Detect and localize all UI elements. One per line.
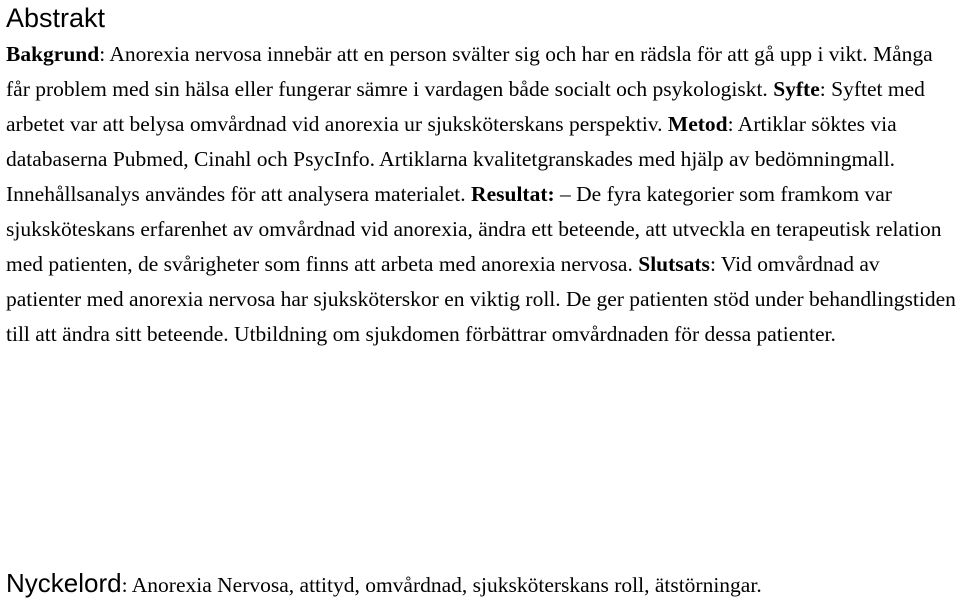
abstract-page	[6, 0, 956, 352]
abstract-body: Bakgrund: Anorexia nervosa innebär att en person svälter sig och har en rädsla för att gå upp i vikt. Många får problem med sin hälsa eller fungerar sämre i vardagen både socialt och psykologiskt. Syfte: Syftet med arbetet var att belysa omvårdnad vid anorexia ur sjuksköterskans perspektiv. Metod: Artiklar söktes via databaserna Pubmed, Cinahl och PsycInfo. Artiklarna kvalitetgranskades med hjälp av bedömningmall. Innehållsanalys användes för att analysera materialet. Resultat: – De fyra kategorier som framkom var sjuksköteskans erfarenhet av omvårdnad vid anorexia, ändra ett beteende, att utveckla en terapeutisk relation med patienten, de svårigheter som finns att arbeta med anorexia nervosa. Slutsats: Vid omvårdnad av patienter med anorexia nervosa har sjuksköterskor en viktig roll. De ger patienten stöd under behandlingstiden till att ändra sitt beteende. Utbildning om sjukdomen förbättrar omvårdnaden för dessa patienter.	[6, 42, 956, 346]
keywords-label: Nyckelord	[6, 568, 122, 598]
metod-text: Artiklar söktes via databaserna Pubmed, Cinahl och PsycInfo. Artiklarna kvalitetgranskades med hjälp av bedömningmall. Innehållsanalys användes för att analysera materialet.	[6, 112, 897, 206]
syfte-label: Syfte	[773, 77, 820, 101]
bakgrund-label: Bakgrund	[6, 42, 100, 66]
metod-label: Metod	[667, 112, 728, 136]
syfte-text: Syftet med arbetet var att belysa omvårdnad vid anorexia ur sjuksköterskans perspektiv.	[6, 77, 925, 136]
bakgrund-text: Anorexia nervosa innebär att en person svälter sig och har en rädsla för att gå upp i vikt. Många får problem med sin hälsa eller fungerar sämre i vardagen både socialt och psykologiskt.	[6, 42, 933, 101]
slutsats-label: Slutsats	[638, 252, 710, 276]
abstract-heading: Abstrakt	[6, 3, 106, 33]
keywords-text: Anorexia Nervosa, attityd, omvårdnad, sjuksköterskans roll, ätstörningar.	[131, 573, 762, 597]
resultat-label: Resultat:	[471, 182, 555, 206]
slutsats-text: Vid omvårdnad av patienter med anorexia nervosa har sjuksköterskor en viktig roll. De ger patienten stöd under behandlingstiden till att ändra sitt beteende. Utbildning om sjukdomen förbättrar omvårdnaden för dessa patienter.	[6, 252, 956, 346]
keywords-line: Nyckelord: Anorexia Nervosa, attityd, omvårdnad, sjuksköterskans roll, ätstörningar.	[6, 568, 762, 598]
resultat-text: De fyra kategorier som framkom var sjuksköteskans erfarenhet av omvårdnad vid anorexia, ändra ett beteende, att utveckla en terapeutisk relation med patienten, de svårigheter som finns att arbeta med anorexia nervosa.	[6, 182, 942, 276]
